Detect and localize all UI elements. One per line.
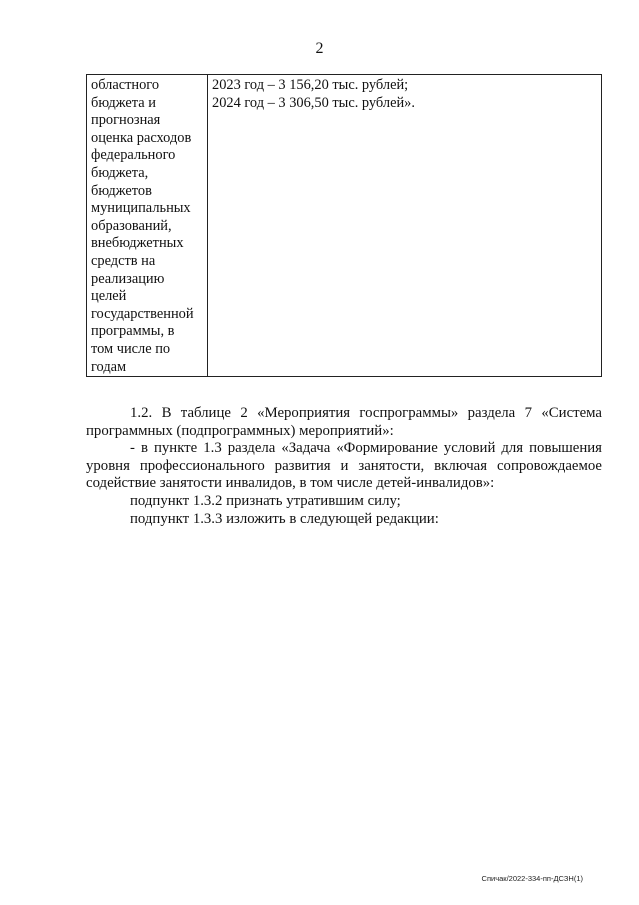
label-line: образований, — [91, 217, 172, 234]
label-line: реализацию — [91, 270, 165, 287]
budget-table — [86, 74, 602, 377]
label-line: федерального — [91, 147, 176, 164]
label-line: прогнозная — [91, 112, 161, 129]
label-line: том числе по — [91, 340, 171, 357]
label-line: целей — [91, 288, 127, 305]
label-line: оценка расходов — [91, 129, 192, 146]
label-line: годам — [91, 358, 127, 375]
label-line: бюджетов — [91, 182, 152, 199]
paragraph-1-line-2: программных (подпрограммных) мероприятий»: — [86, 422, 394, 439]
paragraph-2-line-1: - в пункте 1.3 раздела «Задача «Формирование условий для повышения — [130, 440, 602, 457]
table-label-cell — [87, 75, 208, 377]
table-value-cell — [208, 75, 602, 377]
document-footer-code: Спичак/2022-334-пп-ДСЗН(1) — [481, 874, 583, 883]
value-line-2023: 2023 год – 3 156,20 тыс. рублей; — [212, 77, 409, 93]
body-text — [86, 405, 602, 528]
paragraph-2-line-2: уровня профессионального развития и занятости, включая сопровождаемое — [86, 457, 602, 474]
label-line: бюджета, — [91, 164, 149, 181]
paragraph-3: подпункт 1.3.2 признать утратившим силу; — [130, 492, 401, 509]
page-number: 2 — [315, 40, 324, 57]
paragraph-1-line-1: 1.2. В таблице 2 «Мероприятия госпрограммы» раздела 7 «Система — [130, 405, 602, 421]
label-line: программы, в — [91, 323, 175, 340]
label-line: средств на — [91, 252, 156, 269]
label-line: областного — [91, 77, 160, 93]
label-line: бюджета и — [91, 94, 156, 111]
value-line-2024: 2024 год – 3 306,50 тыс. рублей». — [212, 94, 415, 111]
label-line: внебюджетных — [91, 235, 184, 252]
paragraph-4: подпункт 1.3.3 изложить в следующей редакции: — [130, 510, 439, 527]
paragraph-2-line-3: содействие занятости инвалидов, в том числе детей-инвалидов»: — [86, 475, 495, 492]
label-line: муниципальных — [91, 200, 191, 217]
label-line: государственной — [91, 305, 194, 322]
table-row — [87, 75, 602, 377]
